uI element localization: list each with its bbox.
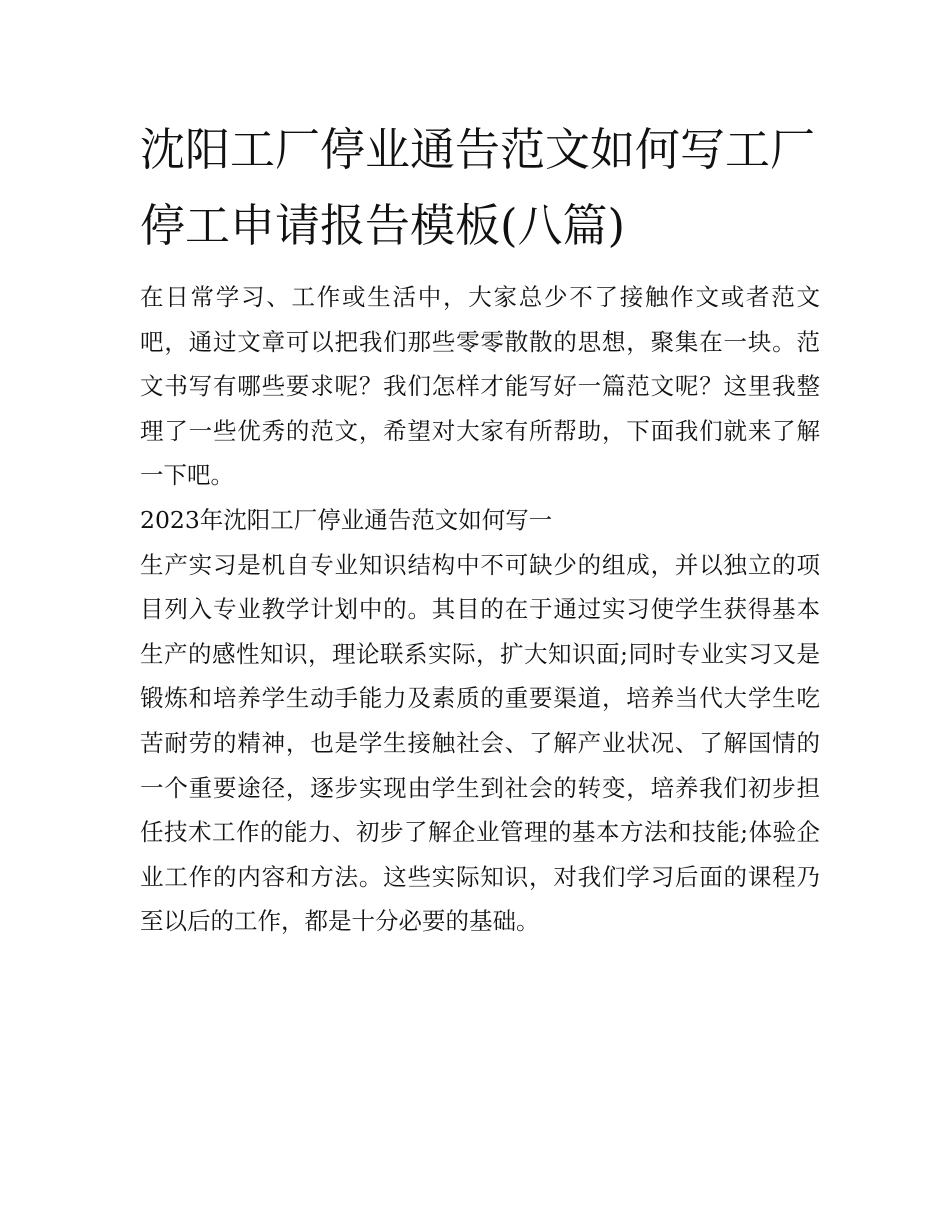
body-paragraph: 生产实习是机自专业知识结构中不可缺少的组成，并以独立的项目列入专业教学计划中的。其目的在于通过实习使学生获得基本生产的感性知识，理论联系实际，扩大知识面;同时专业实习又是锻炼和培养学生动手能力及素质的重要渠道，培养当代大学生吃苦耐劳的精神，也是学生接触社会、了解产业状况、了解国情的一个重要途径，逐步实现由学生到社会的转变，培养我们初步担任技术工作的能力、初步了解企业管理的基本方法和技能;体验企业工作的内容和方法。这些实际知识，对我们学习后面的课程乃至以后的工作，都是十分必要的基础。 — [140, 550, 820, 936]
intro-paragraph: 在日常学习、工作或生活中，大家总少不了接触作文或者范文吧，通过文章可以把我们那些零零散散的思想，聚集在一块。范文书写有哪些要求呢？我们怎样才能写好一篇范文呢？这里我整理了一些优秀的范文，希望对大家有所帮助，下面我们就来了解一下吧。 — [140, 283, 820, 490]
document-title: 沈阳工厂停业通告范文如何写工厂停工申请报告模板(八篇) — [140, 123, 816, 252]
document-page — [140, 112, 820, 944]
section-heading: 2023年沈阳工厂停业通告范文如何写一 — [140, 505, 553, 534]
